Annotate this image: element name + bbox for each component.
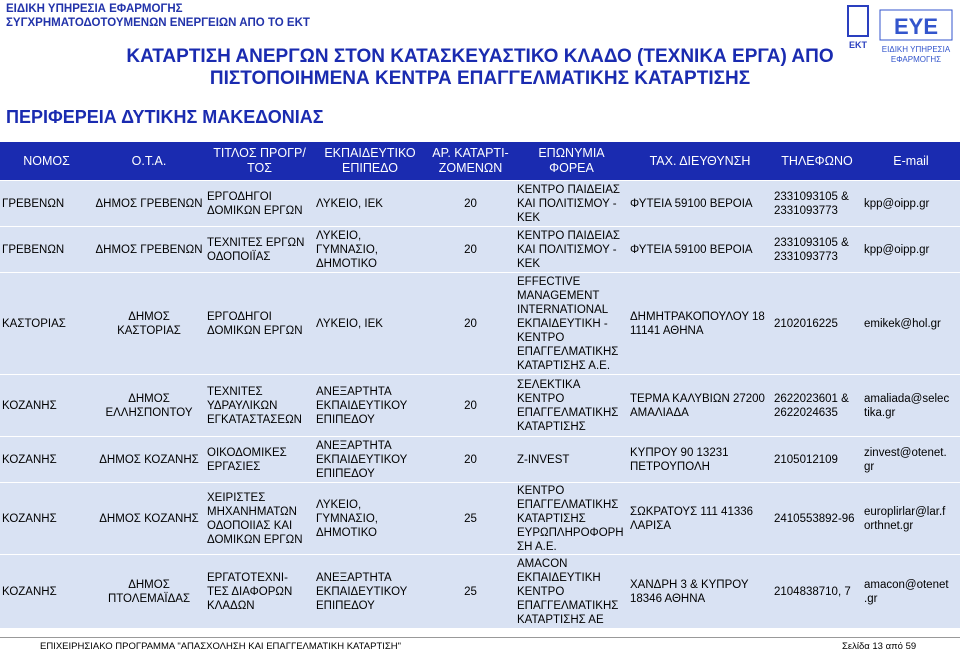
cell-level: ΑΝΕΞΑΡΤΗΤΑ ΕΚΠΑΙΔΕΥΤΙΚΟΥ ΕΠΙΠΕΔΟΥ xyxy=(314,437,426,483)
cell-count: 20 xyxy=(426,437,515,483)
cell-address: ΚΥΠΡΟΥ 90 13231 ΠΕΤΡΟΥΠΟΛΗ xyxy=(628,437,772,483)
cell-email: zinvest@otenet. gr xyxy=(862,437,960,483)
cell-nomos: ΚΟΖΑΝΗΣ xyxy=(0,483,93,555)
cell-phone: 2104838710, 7 xyxy=(772,555,862,629)
eye-logo-sub2: ΕΦΑΡΜΟΓΗΣ xyxy=(890,55,942,64)
cell-title: ΕΡΓΑΤΟΤΕΧΝΙ- ΤΕΣ ΔΙΑΦΟΡΩΝ ΚΛΑΔΩΝ xyxy=(205,555,314,629)
cell-provider: Z-INVEST xyxy=(515,437,628,483)
header-line1: ΕΙΔΙΚΗ ΥΠΗΡΕΣΙΑ ΕΦΑΡΜΟΓΗΣ xyxy=(6,3,183,15)
cell-title: ΤΕΧΝΙΤΕΣ ΕΡΓΩΝ ΟΔΟΠΟΙΪΑΣ xyxy=(205,227,314,273)
cell-provider: ΚΕΝΤΡΟ ΕΠΑΓΓΕΛΜΑΤΙΚΗΣ ΚΑΤΑΡΤΙΣΗΣ ΕΥΡΩΠΛΗΡΟΦΟΡΗ ΣΗ Α.Ε. xyxy=(515,483,628,555)
cell-nomos: ΚΟΖΑΝΗΣ xyxy=(0,555,93,629)
cell-ota: ΔΗΜΟΣ ΚΑΣΤΟΡΙΑΣ xyxy=(93,273,205,375)
cell-title: ΧΕΙΡΙΣΤΕΣ ΜΗΧΑΝΗΜΑΤΩΝ ΟΔΟΠΟΙΙΑΣ ΚΑΙ ΔΟΜΙΚΩΝ ΕΡΓΩΝ xyxy=(205,483,314,555)
cell-nomos: ΓΡΕΒΕΝΩΝ xyxy=(0,227,93,273)
cell-title: ΕΡΓΟΔΗΓΟΙ ΔΟΜΙΚΩΝ ΕΡΓΩΝ xyxy=(205,273,314,375)
col-header: ΕΚΠΑΙΔΕΥΤΙΚΟ ΕΠΙΠΕΔΟ xyxy=(314,142,426,181)
cell-phone: 2331093105 & 2331093773 xyxy=(772,181,862,227)
cell-phone: 2410553892-96 xyxy=(772,483,862,555)
col-header: E-mail xyxy=(862,142,960,181)
col-header: ΕΠΩΝΥΜΙΑ ΦΟΡΕΑ xyxy=(515,142,628,181)
cell-provider: EFFECTIVE MANAGEMENT INTERNATIONAL ΕΚΠΑΙΔΕΥΤΙΚΗ - ΚΕΝΤΡΟ ΕΠΑΓΓΕΛΜΑΤΙΚΗΣ ΚΑΤΑΡΤΙΣΗΣ Α.Ε. xyxy=(515,273,628,375)
cell-count: 25 xyxy=(426,483,515,555)
cell-email: kpp@oipp.gr xyxy=(862,227,960,273)
cell-provider: ΚΕΝΤΡΟ ΠΑΙΔΕΙΑΣ ΚΑΙ ΠΟΛΙΤΙΣΜΟΥ - ΚΕΚ xyxy=(515,181,628,227)
cell-provider: ΚΕΝΤΡΟ ΠΑΙΔΕΙΑΣ ΚΑΙ ΠΟΛΙΤΙΣΜΟΥ - ΚΕΚ xyxy=(515,227,628,273)
cell-title: ΤΕΧΝΙΤΕΣ ΥΔΡΑΥΛΙΚΩΝ ΕΓΚΑΤΑΣΤΑΣΕΩΝ xyxy=(205,375,314,437)
col-header: ΤΙΤΛΟΣ ΠΡΟΓΡ/ΤΟΣ xyxy=(205,142,314,181)
title-line1: ΚΑΤΑΡΤΙΣΗ ΑΝΕΡΓΩΝ ΣΤΟΝ ΚΑΤΑΣΚΕΥΑΣΤΙΚΟ ΚΛΑΔΟ (ΤΕΧΝΙΚΑ ΕΡΓΑ) ΑΠΟ xyxy=(126,46,834,67)
table-header-row xyxy=(0,142,960,181)
cell-count: 20 xyxy=(426,273,515,375)
cell-nomos: ΚΑΣΤΟΡΙΑΣ xyxy=(0,273,93,375)
cell-address: ΤΕΡΜΑ ΚΑΛΥΒΙΩΝ 27200 ΑΜΑΛΙΑΔΑ xyxy=(628,375,772,437)
table-row xyxy=(0,555,960,629)
cell-email: amaliada@selec tika.gr xyxy=(862,375,960,437)
cell-level: ΑΝΕΞΑΡΤΗΤΑ ΕΚΠΑΙΔΕΥΤΙΚΟΥ ΕΠΙΠΕΔΟΥ xyxy=(314,375,426,437)
cell-count: 20 xyxy=(426,227,515,273)
cell-level: ΑΝΕΞΑΡΤΗΤΑ ΕΚΠΑΙΔΕΥΤΙΚΟΥ ΕΠΙΠΕΔΟΥ xyxy=(314,555,426,629)
header-agency xyxy=(6,2,310,30)
cell-provider: ΣΕΛΕΚΤΙΚΑ ΚΕΝΤΡΟ ΕΠΑΓΓΕΛΜΑΤΙΚΗΣ ΚΑΤΑΡΤΙΣΗΣ xyxy=(515,375,628,437)
cell-count: 25 xyxy=(426,555,515,629)
training-programs-table xyxy=(0,142,960,629)
cell-phone: 2105012109 xyxy=(772,437,862,483)
eye-logo xyxy=(876,4,956,68)
cell-level: ΛΥΚΕΙΟ, ΙΕΚ xyxy=(314,273,426,375)
cell-ota: ΔΗΜΟΣ ΚΟΖΑΝΗΣ xyxy=(93,483,205,555)
eye-logo-sub1: ΕΙΔΙΚΗ ΥΠΗΡΕΣΙΑ xyxy=(881,45,951,54)
cell-level: ΛΥΚΕΙΟ, ΙΕΚ xyxy=(314,181,426,227)
cell-phone: 2622023601 & 2622024635 xyxy=(772,375,862,437)
col-header: ΤΗΛΕΦΩΝΟ xyxy=(772,142,862,181)
cell-provider: AMACON ΕΚΠΑΙΔΕΥΤΙΚΗ ΚΕΝΤΡΟ ΕΠΑΓΓΕΛΜΑΤΙΚΗΣ ΚΑΤΑΡΤΙΣΗΣ ΑΕ xyxy=(515,555,628,629)
cell-phone: 2331093105 & 2331093773 xyxy=(772,227,862,273)
cell-address: ΧΑΝΔΡΗ 3 & ΚΥΠΡΟΥ 18346 ΑΘΗΝΑ xyxy=(628,555,772,629)
cell-level: ΛΥΚΕΙΟ, ΓΥΜΝΑΣΙΟ, ΔΗΜΟΤΙΚΟ xyxy=(314,227,426,273)
cell-address: ΣΩΚΡΑΤΟΥΣ 111 41336 ΛΑΡΙΣΑ xyxy=(628,483,772,555)
table-row xyxy=(0,483,960,555)
cell-ota: ΔΗΜΟΣ ΚΟΖΑΝΗΣ xyxy=(93,437,205,483)
footer-page-number: Σελίδα 13 από 59 xyxy=(842,641,917,652)
cell-email: amacon@otenet .gr xyxy=(862,555,960,629)
cell-address: ΦΥΤΕΙΑ 59100 ΒΕΡΟΙΑ xyxy=(628,181,772,227)
cell-ota: ΔΗΜΟΣ ΓΡΕΒΕΝΩΝ xyxy=(93,181,205,227)
col-header: ΝΟΜΟΣ xyxy=(0,142,93,181)
cell-ota: ΔΗΜΟΣ ΓΡΕΒΕΝΩΝ xyxy=(93,227,205,273)
col-header: ΑΡ. ΚΑΤΑΡΤΙ-ΖΟΜΕΝΩΝ xyxy=(426,142,515,181)
table-row xyxy=(0,437,960,483)
page-title xyxy=(100,46,860,90)
table-row xyxy=(0,181,960,227)
cell-title: ΕΡΓΟΔΗΓΟΙ ΔΟΜΙΚΩΝ ΕΡΓΩΝ xyxy=(205,181,314,227)
cell-email: kpp@oipp.gr xyxy=(862,181,960,227)
region-heading: ΠΕΡΙΦΕΡΕΙΑ ΔΥΤΙΚΗΣ ΜΑΚΕΔΟΝΙΑΣ xyxy=(6,107,324,127)
table-row xyxy=(0,273,960,375)
cell-email: europlirlar@lar.f orthnet.gr xyxy=(862,483,960,555)
cell-level: ΛΥΚΕΙΟ, ΓΥΜΝΑΣΙΟ, ΔΗΜΟΤΙΚΟ xyxy=(314,483,426,555)
cell-count: 20 xyxy=(426,181,515,227)
cell-title: ΟΙΚΟΔΟΜΙΚΕΣ ΕΡΓΑΣΙΕΣ xyxy=(205,437,314,483)
eye-logo-text: ΕΥΕ xyxy=(893,14,939,39)
cell-email: emikek@hol.gr xyxy=(862,273,960,375)
footer-program: ΕΠΙΧΕΙΡΗΣΙΑΚΟ ΠΡΟΓΡΑΜΜΑ "ΑΠΑΣΧΟΛΗΣΗ ΚΑΙ ΕΠΑΓΓΕΛΜΑΤΙΚΗ ΚΑΤΑΡΤΙΣΗ" xyxy=(40,641,401,652)
cell-nomos: ΓΡΕΒΕΝΩΝ xyxy=(0,181,93,227)
cell-address: ΔΗΜΗΤΡΑΚΟΠΟΥΛΟΥ 18 11141 ΑΘΗΝΑ xyxy=(628,273,772,375)
cell-nomos: ΚΟΖΑΝΗΣ xyxy=(0,437,93,483)
cell-count: 20 xyxy=(426,375,515,437)
table-row xyxy=(0,227,960,273)
title-line2: ΠΙΣΤΟΠΟΙΗΜΕΝΑ ΚΕΝΤΡΑ ΕΠΑΓΓΕΛΜΑΤΙΚΗΣ ΚΑΤΑΡΤΙΣΗΣ xyxy=(209,68,751,89)
cell-phone: 2102016225 xyxy=(772,273,862,375)
table-row xyxy=(0,375,960,437)
cell-nomos: ΚΟΖΑΝΗΣ xyxy=(0,375,93,437)
header-line2: ΣΥΓΧΡΗΜΑΤΟΔΟΤΟΥΜΕΝΩΝ ΕΝΕΡΓΕΙΩΝ ΑΠΟ ΤΟ ΕΚΤ xyxy=(6,17,310,29)
cell-ota: ΔΗΜΟΣ ΕΛΛΗΣΠΟΝΤΟΥ xyxy=(93,375,205,437)
col-header: ΤΑΧ. ΔΙΕΥΘΥΝΣΗ xyxy=(628,142,772,181)
page-footer xyxy=(0,637,960,654)
col-header: Ο.Τ.Α. xyxy=(93,142,205,181)
cell-ota: ΔΗΜΟΣ ΠΤΟΛΕΜΑΪΔΑΣ xyxy=(93,555,205,629)
ekt-logo-text: ΕΚΤ xyxy=(849,40,867,50)
cell-address: ΦΥΤΕΙΑ 59100 ΒΕΡΟΙΑ xyxy=(628,227,772,273)
